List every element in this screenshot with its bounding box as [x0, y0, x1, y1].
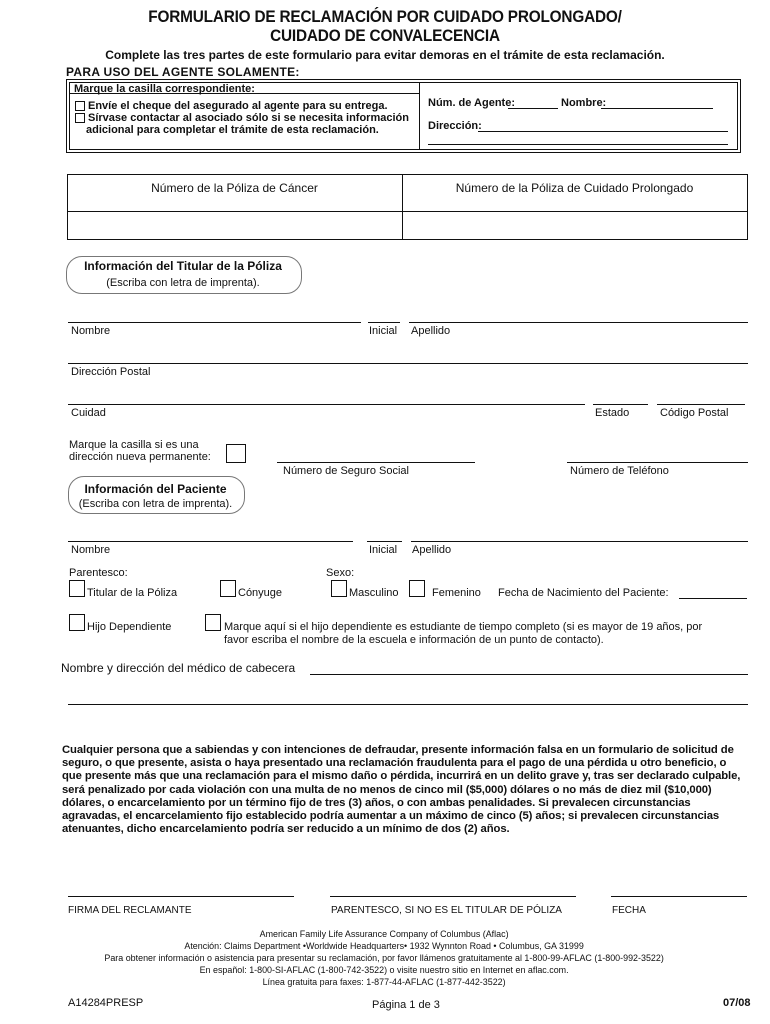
cancer-policy-header: Número de la Póliza de Cáncer — [151, 181, 318, 195]
agent-option2-checkbox[interactable] — [75, 113, 85, 123]
doctor-label: Nombre y dirección del médico de cabecera — [61, 661, 296, 675]
relation-signature-field[interactable] — [330, 896, 576, 897]
form-subtitle: Complete las tres partes de este formulario para evitar demoras en el trámite de esta reclamación. — [105, 48, 665, 62]
claimant-signature-label: FIRMA DEL RECLAMANTE — [68, 905, 192, 916]
agent-number-field[interactable] — [508, 108, 558, 109]
sex-label: Sexo: — [326, 567, 355, 579]
agent-option2-label-2: adicional para completar el trámite de esta reclamación. — [86, 124, 379, 136]
holder-city-label: Cuidad — [71, 407, 106, 419]
agent-address-field-1[interactable] — [478, 131, 728, 132]
footer-spanish: En español: 1-800-SI-AFLAC (1-800-742-3522) o visite nuestro sitio en Internet en aflac.com. — [199, 965, 569, 976]
agent-mark-label: Marque la casilla correspondiente: — [74, 83, 255, 95]
form-title-line1: FORMULARIO DE RECLAMACIÓN POR CUIDADO PROLONGADO/ — [148, 8, 622, 26]
relationship-policyholder-label: Titular de la Póliza — [87, 587, 178, 599]
holder-last-name-label: Apellido — [411, 325, 451, 337]
patient-initial-field[interactable] — [367, 541, 402, 542]
new-address-label-2: dirección nueva permanente: — [69, 451, 211, 463]
patient-first-name-field[interactable] — [68, 541, 353, 542]
holder-initial-label: Inicial — [369, 325, 398, 337]
student-label-1: Marque aquí si el hijo dependiente es estudiante de tiempo completo (si es mayor de 19 años, por — [224, 621, 703, 633]
agent-section-heading: PARA USO DEL AGENTE SOLAMENTE: — [66, 65, 300, 79]
cancer-policy-field[interactable] — [68, 212, 401, 238]
holder-state-field[interactable] — [593, 404, 648, 405]
relation-signature-label: PARENTESCO, SI NO ES EL TITULAR DE PÓLIZA — [331, 905, 562, 916]
agent-address-label: Dirección: — [428, 120, 482, 132]
footer-info: Para obtener información o asistencia para presentar su reclamación, por favor llámenos gratuitamente al 1-800-99-AFLAC (1-800-992-3522) — [104, 953, 664, 964]
signature-date-label: FECHA — [612, 905, 646, 916]
sex-female-checkbox[interactable] — [409, 580, 425, 597]
patient-dob-label: Fecha de Nacimiento del Paciente: — [498, 587, 669, 599]
holder-phone-label: Número de Teléfono — [570, 465, 669, 477]
ltc-policy-field[interactable] — [403, 212, 746, 238]
student-label-2: favor escriba el nombre de la escuela e información de un punto de contacto). — [224, 634, 604, 646]
patient-first-name-label: Nombre — [71, 544, 111, 556]
agent-name-label: Nombre: — [561, 97, 607, 109]
holder-postal-address-label: Dirección Postal — [71, 366, 151, 378]
holder-zip-field[interactable] — [657, 404, 745, 405]
new-address-checkbox[interactable] — [226, 444, 246, 463]
holder-last-name-field[interactable] — [409, 322, 748, 323]
form-title-line2: CUIDADO DE CONVALECENCIA — [270, 27, 500, 45]
patient-section-heading: Información del Paciente — [84, 482, 227, 496]
agent-option1-label: Envíe el cheque del asegurado al agente para su entrega. — [88, 100, 388, 112]
holder-phone-field[interactable] — [567, 462, 748, 463]
relationship-spouse-checkbox[interactable] — [220, 580, 236, 597]
holder-ssn-label: Número de Seguro Social — [283, 465, 409, 477]
form-date: 07/08 — [723, 997, 751, 1009]
footer-fax: Línea gratuita para faxes: 1-877-44-AFLAC (1-877-442-3522) — [262, 977, 506, 988]
sex-female-label: Femenino — [432, 587, 481, 599]
relationship-spouse-label: Cónyuge — [238, 587, 283, 599]
patient-last-name-label: Apellido — [412, 544, 452, 556]
patient-last-name-field[interactable] — [411, 541, 748, 542]
holder-section-heading: Información del Titular de la Póliza — [84, 259, 282, 273]
agent-option1-checkbox[interactable] — [75, 101, 85, 111]
new-address-label-1: Marque la casilla si es una — [69, 439, 199, 451]
page-number: Página 1 de 3 — [372, 999, 440, 1011]
student-checkbox[interactable] — [205, 614, 221, 631]
agent-name-field[interactable] — [601, 108, 713, 109]
holder-first-name-label: Nombre — [71, 325, 111, 337]
holder-first-name-field[interactable] — [68, 322, 361, 323]
holder-postal-address-field[interactable] — [68, 363, 748, 364]
agent-number-label: Núm. de Agente: — [428, 97, 515, 109]
holder-ssn-field[interactable] — [277, 462, 475, 463]
sex-male-checkbox[interactable] — [331, 580, 347, 597]
claimant-signature-field[interactable] — [68, 896, 294, 897]
footer-company: American Family Life Assurance Company of Columbus (Aflac) — [259, 929, 509, 940]
footer-attention: Atención: Claims Department •Worldwide Headquarters• 1932 Wynnton Road • Columbus, GA 31999 — [184, 941, 584, 952]
holder-city-field[interactable] — [68, 404, 585, 405]
fraud-warning: Cualquier persona que a sabiendas y con intenciones de defraudar, presente información falsa en un formulario de solicitud de seguro, o que presente, asista o haya presentado una reclamación fraudulenta para el pago de una pérdida u otro beneficio, o que presente más que una reclamación para el mismo daño o pérdida, incurrirá en un delito grave y, tras ser declarado culpable, será penalizado por cada violación con una multa de no menos de cinco mil ($5,000) dólares o no más de diez mil ($10,000) dólares, o encarcelamiento por un término fijo de tres (3) años, o con ambas penalidades. Si prevalecen circunstancias agravadas, el encarcelamiento fijo establecido podría aumentar a un máximo de cinco (5) años; si prevalecen circunstancias atenuantes, dicho encarcelamiento podría ser reducido a un mínimo de dos (2) años. — [62, 744, 741, 836]
relationship-policyholder-checkbox[interactable] — [69, 580, 85, 597]
relationship-label: Parentesco: — [69, 567, 128, 579]
patient-initial-label: Inicial — [369, 544, 398, 556]
signature-date-field[interactable] — [611, 896, 747, 897]
holder-section-hint: (Escriba con letra de imprenta). — [106, 277, 260, 289]
holder-state-label: Estado — [595, 407, 630, 419]
agent-address-field-2[interactable] — [428, 144, 728, 145]
form-code: A14284PRESP — [68, 997, 144, 1009]
relationship-dependent-label: Hijo Dependiente — [87, 621, 172, 633]
patient-dob-field[interactable] — [679, 598, 747, 599]
patient-section-hint: (Escriba con letra de imprenta). — [78, 498, 233, 510]
agent-option2-label-1: Sírvase contactar al asociado sólo si se necesita información — [88, 112, 409, 124]
holder-initial-field[interactable] — [368, 322, 400, 323]
ltc-policy-header: Número de la Póliza de Cuidado Prolongado — [455, 181, 694, 195]
doctor-field-1[interactable] — [310, 674, 748, 675]
sex-male-label: Masculino — [349, 587, 399, 599]
doctor-field-2[interactable] — [68, 704, 748, 705]
holder-zip-label: Código Postal — [660, 407, 729, 419]
relationship-dependent-checkbox[interactable] — [69, 614, 85, 631]
